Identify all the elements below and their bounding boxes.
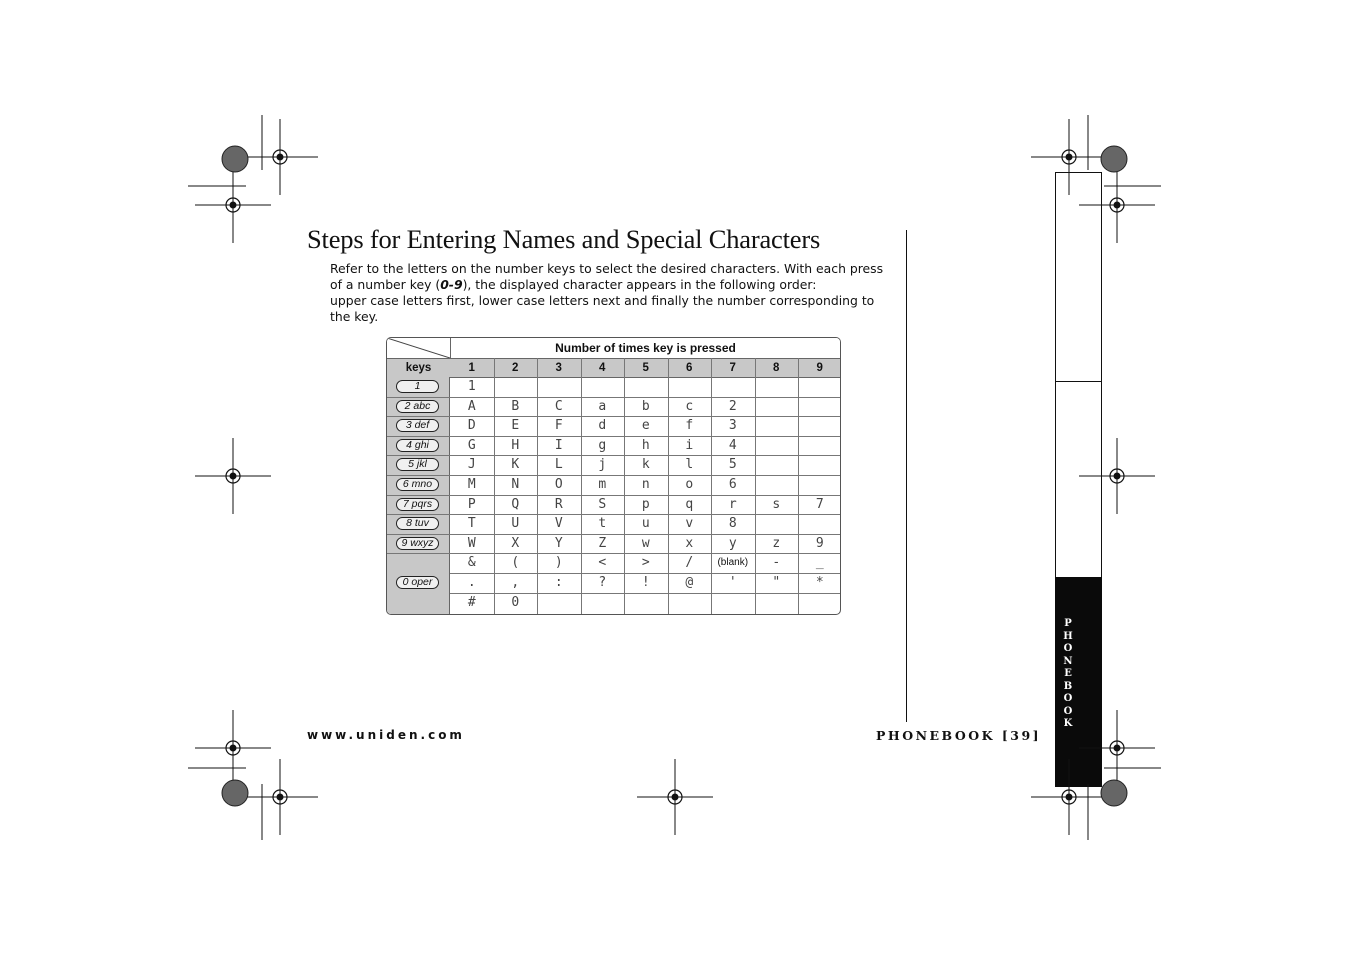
press-count-header: 6 (686, 362, 693, 374)
press-count-header: 5 (642, 362, 649, 374)
character-cell: 4 (728, 437, 737, 453)
character-cell: ) (554, 555, 563, 571)
character-cell: u (641, 516, 650, 532)
side-tab-letter: H (1063, 630, 1073, 642)
key-button: 7 pqrs (396, 498, 439, 511)
character-cell: G (467, 437, 476, 453)
character-cell: E (511, 418, 520, 434)
character-cell: g (598, 437, 607, 453)
intro-text-line2: upper case letters first, lower case letters next and finally the number corresponding to the key. (330, 293, 875, 324)
character-cell: > (641, 555, 650, 571)
character-cell: U (511, 516, 520, 532)
character-cell: e (641, 418, 650, 434)
page-title: Steps for Entering Names and Special Characters (307, 224, 821, 254)
press-count-header: 9 (816, 362, 823, 374)
character-cell: (blank) (717, 557, 749, 569)
press-count-header: 1 (468, 362, 475, 374)
character-cell: . (467, 575, 476, 590)
character-cell: q (685, 496, 694, 512)
press-count-header: 4 (599, 362, 606, 374)
keys-header: keys (405, 362, 432, 374)
character-cell: 8 (728, 516, 737, 532)
character-cell: H (511, 437, 520, 453)
side-tab-letter: O (1063, 693, 1073, 704)
character-cell: Y (554, 535, 563, 551)
character-cell: r (728, 496, 737, 512)
press-count-header: 2 (512, 362, 519, 374)
character-cell: K (511, 457, 520, 473)
key-button: 0 oper (396, 576, 439, 589)
character-cell: 0 (511, 594, 520, 610)
character-cell: Z (598, 535, 607, 551)
character-cell: : (554, 575, 563, 590)
character-cell: ' (728, 575, 737, 590)
character-cell: , (511, 575, 520, 590)
character-cell: * (815, 575, 824, 590)
side-tab-letter: B (1063, 680, 1073, 692)
character-cell: O (554, 477, 563, 492)
character-cell: x (685, 535, 694, 551)
character-cell: n (641, 477, 650, 492)
character-cell: X (511, 535, 520, 551)
intro-text-part2: ), the displayed character appears in the following order: (462, 277, 817, 292)
character-cell: y (728, 535, 737, 551)
character-cell: W (467, 535, 476, 551)
character-cell: C (554, 398, 563, 414)
character-cell: j (598, 457, 607, 473)
character-cell: v (685, 516, 694, 532)
character-cell: h (641, 437, 650, 453)
key-button: 2 abc (396, 400, 439, 413)
character-cell: & (467, 555, 476, 571)
character-cell: w (641, 535, 650, 551)
character-cell: A (467, 398, 476, 414)
character-cell: c (685, 398, 694, 414)
character-cell: _ (815, 555, 824, 571)
character-cell: m (598, 477, 607, 492)
key-button: 9 wxyz (396, 537, 439, 550)
character-cell: p (641, 496, 650, 512)
character-cell: " (772, 575, 781, 590)
character-cell: J (467, 457, 476, 473)
character-cell: L (554, 457, 563, 473)
character-cell: s (772, 496, 781, 512)
character-cell: D (467, 418, 476, 434)
character-cell: 1 (467, 379, 476, 394)
character-cell: T (467, 516, 476, 532)
side-tab-letter: O (1063, 643, 1073, 654)
character-cell: # (467, 594, 476, 610)
table-top-header: Number of times key is pressed (450, 338, 840, 358)
character-cell: f (685, 418, 694, 434)
character-cell: ( (511, 555, 520, 571)
character-cell: ? (598, 575, 607, 590)
character-cell: 9 (815, 535, 824, 551)
character-cell: k (641, 457, 650, 473)
press-count-header: 7 (729, 362, 736, 374)
character-cell: 3 (728, 418, 737, 434)
footer-website: www.uniden.com (307, 728, 465, 742)
footer-page-number: PHONEBOOK [39] (876, 728, 1042, 743)
key-button: 1 (396, 380, 439, 393)
character-cell: S (598, 496, 607, 512)
character-cell: i (685, 437, 694, 453)
character-cell: - (772, 555, 781, 571)
key-button: 4 ghi (396, 439, 439, 452)
intro-text-part1: Refer to the letters on the number keys to select the desired characters. With each press of a number key ( (330, 261, 884, 292)
character-cell: V (554, 516, 563, 532)
character-cell: P (467, 496, 476, 512)
character-cell: l (685, 457, 694, 473)
character-cell: B (511, 398, 520, 414)
character-cell: @ (685, 575, 694, 590)
intro-keys: 0-9 (440, 277, 463, 292)
character-cell: ! (641, 575, 650, 590)
side-tab-letter: O (1063, 705, 1073, 717)
key-button: 3 def (396, 419, 439, 432)
side-tab-letter: P (1064, 618, 1072, 629)
character-cell: F (554, 418, 563, 434)
key-button: 6 mno (396, 478, 439, 491)
press-count-header: 3 (555, 362, 562, 374)
character-cell: I (554, 437, 563, 453)
key-button: 8 tuv (396, 517, 439, 530)
character-cell: b (641, 398, 650, 414)
character-cell: 2 (728, 398, 737, 414)
character-cell: z (772, 535, 781, 551)
character-cell: < (598, 555, 607, 571)
character-cell: R (554, 496, 563, 512)
side-tab-letter: N (1063, 655, 1073, 667)
character-cell: N (511, 477, 520, 492)
side-tab-letter: E (1064, 668, 1072, 679)
character-cell: o (685, 477, 694, 492)
character-cell: a (598, 398, 607, 414)
character-cell: 5 (728, 457, 737, 473)
key-button: 5 jkl (396, 458, 439, 471)
character-cell: t (598, 516, 607, 532)
character-cell: M (467, 477, 476, 492)
character-cell: 6 (728, 477, 737, 492)
character-cell: 7 (815, 496, 824, 512)
press-count-header: 8 (773, 362, 780, 374)
character-cell: Q (511, 496, 520, 512)
side-tab-letter: K (1063, 718, 1073, 729)
character-cell: / (685, 555, 694, 571)
character-cell: d (598, 418, 607, 434)
